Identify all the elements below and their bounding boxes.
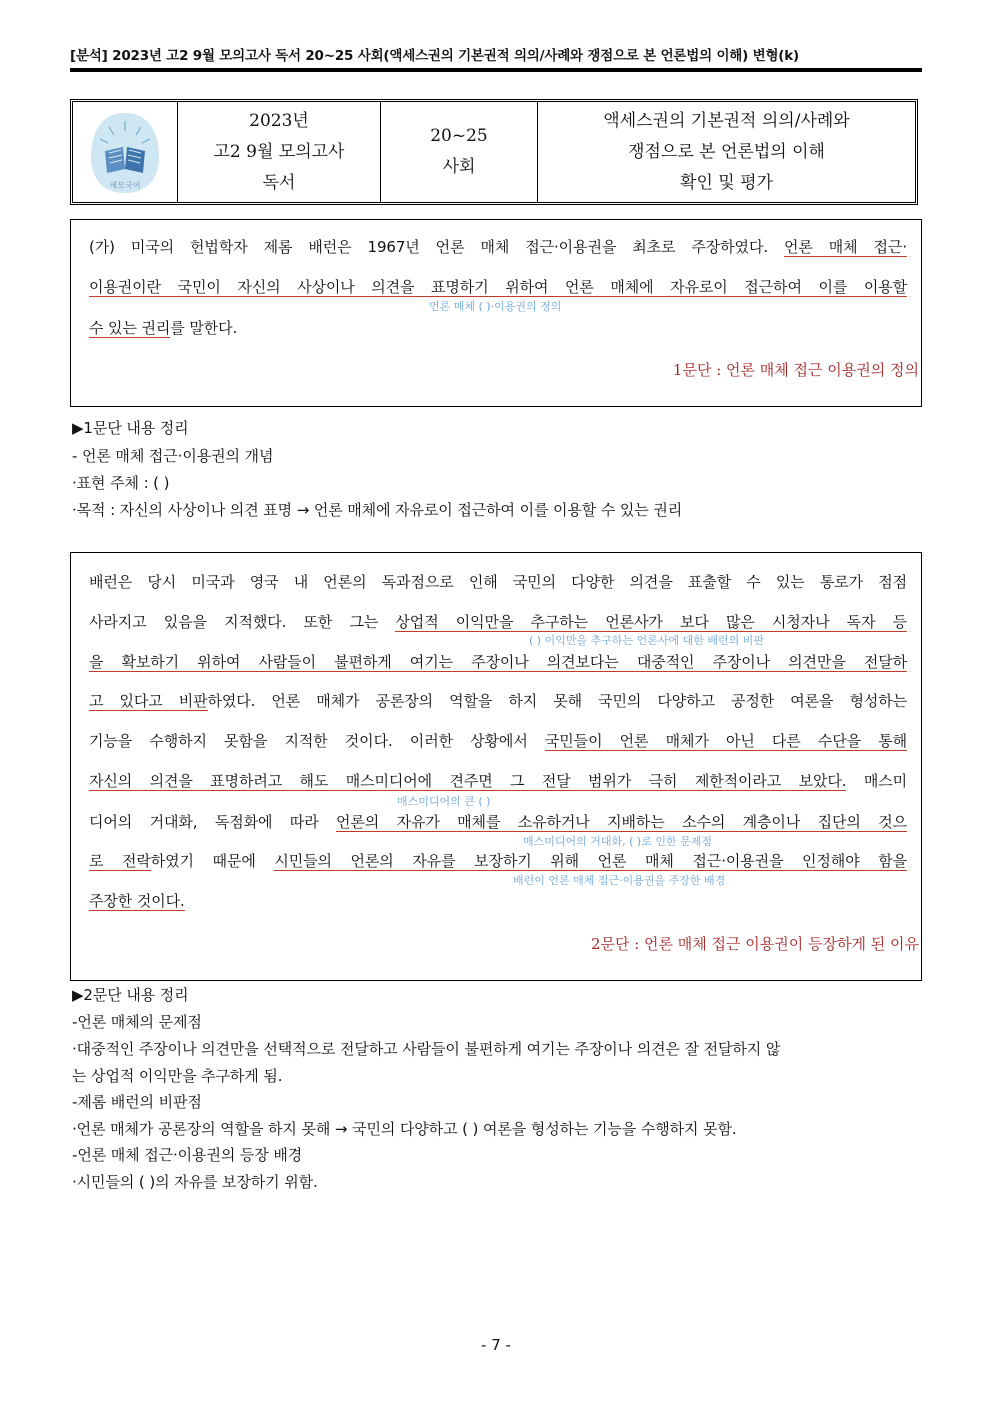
title-table	[70, 99, 918, 205]
topic-cell	[538, 102, 915, 202]
annotation-note: 매스미디어의 거대화, ( )로 인한 문제점	[523, 835, 712, 848]
summary1-item: - 언론 매체 접근·이용권의 개념	[72, 447, 274, 465]
passage2-line-8: 로 전락하였기 때문에 시민들의 언론의 자유를 보장하기 위해 언론 매체 접근·이용권을 인정해야 함을	[89, 852, 907, 870]
annotation-note: ( ) 이익만을 추구하는 언론사에 대한 배런의 비판	[529, 634, 764, 647]
summary1-item: ·목적 : 자신의 사상이나 의견 표명 → 언론 매체에 자유로이 접근하여 이를 이용할 수 있는 권리	[72, 501, 683, 519]
summary2-item: -언론 매체 접근·이용권의 등장 배경	[72, 1146, 303, 1164]
annotation-note: 배런이 언론 매체 접근·이용권을 주장한 배경	[513, 874, 726, 887]
summary2-item: -언론 매체의 문제점	[72, 1013, 202, 1031]
book-logo-icon	[87, 107, 163, 197]
summary2-item: ·대중적인 주장이나 의견만을 선택적으로 전달하고 사람들이 불편하게 여기는 주장이나 의견은 잘 전달하지 않	[72, 1040, 781, 1058]
passage2-line-7: 디어의 거대화, 독점화에 따라 언론의 자유가 매체를 소유하거나 지배하는 소수의 계층이나 집단의 것으	[89, 813, 907, 831]
logo-cell	[73, 102, 178, 202]
year-cell	[178, 102, 381, 202]
page-number: - 7 -	[481, 1336, 511, 1354]
summary2-item: ·시민들의 ( )의 자유를 보장하기 위함.	[72, 1173, 318, 1191]
annotation-note: 매스미디어의 큰 ( )	[397, 795, 491, 808]
passage-box-2	[70, 552, 922, 981]
passage1-line-2: 이용권이란 국민이 자신의 사상이나 의견을 표명하기 위하여 언론 매체에 자유로이 접근하여 이를 이용할	[89, 278, 907, 296]
exam-line: 고2 9월 모의고사	[213, 141, 345, 162]
passage2-line-3: 을 확보하기 위하여 사람들이 불편하게 여기는 주장이나 의견보다는 대중적인 주장이나 의견만을 전달하	[89, 653, 907, 671]
header-rule	[70, 68, 922, 72]
year-line: 2023년	[249, 110, 309, 131]
genre-label: 사회	[442, 157, 476, 177]
annotation-note: 언론 매체 ( )·이용권의 정의	[429, 300, 562, 313]
summary2-item: ·언론 매체가 공론장의 역할을 하지 못해 → 국민의 다양하고 ( ) 여론을 형성하는 기능을 수행하지 못함.	[72, 1120, 737, 1138]
summary1-item: ·표현 주체 : ( )	[72, 474, 170, 492]
summary2-item: 는 상업적 이익만을 추구하게 됨.	[72, 1067, 283, 1085]
passage2-line-4: 고 있다고 비판하였다. 언론 매체가 공론장의 역할을 하지 못해 국민의 다양하고 공정한 여론을 형성하는	[89, 692, 908, 710]
summary2-item: -제롬 배런의 비판점	[72, 1093, 202, 1111]
topic-line-3: 확인 및 평가	[680, 172, 773, 193]
question-range: 20~25	[430, 126, 488, 146]
subject-line: 독서	[262, 172, 296, 193]
summary2-heading: ▶2문단 내용 정리	[72, 986, 189, 1004]
topic-line-2: 쟁점으로 본 언론법의 이해	[628, 141, 825, 162]
summary1-heading: ▶1문단 내용 정리	[72, 419, 189, 437]
range-cell	[381, 102, 538, 202]
paragraph-2-summary: 2문단 : 언론 매체 접근 이용권이 등장하게 된 이유	[590, 935, 919, 953]
topic-line-1: 액세스권의 기본권적 의의/사례와	[603, 110, 850, 131]
passage1-line-1: (가) 미국의 헌법학자 제롬 배런은 1967년 언론 매체 접근·이용권을 최초로 주장하였다. 언론 매체 접근·	[89, 238, 907, 256]
page-header-title: [분석] 2023년 고2 9월 모의고사 독서 20~25 사회(액세스권의 기본권적 의의/사례와 쟁점으로 본 언론법의 이해) 변형(k)	[70, 48, 800, 64]
logo-tagline: 세모국어	[109, 181, 141, 190]
passage2-line-5: 기능을 수행하지 못함을 지적한 것이다. 이러한 상황에서 국민들이 언론 매체가 아닌 다른 수단을 통해	[89, 732, 908, 750]
passage2-line-6: 자신의 의견을 표명하려고 해도 매스미디어에 견주면 그 전달 범위가 극히 제한적이라고 보았다. 매스미	[89, 772, 908, 790]
passage-box-1	[70, 219, 922, 407]
paragraph-1-summary: 1문단 : 언론 매체 접근 이용권의 정의	[672, 361, 919, 379]
passage2-line-1: 배런은 당시 미국과 영국 내 언론의 독과점으로 인해 국민의 다양한 의견을 표출할 수 있는 통로가 점점	[89, 573, 908, 591]
passage2-line-2: 사라지고 있음을 지적했다. 또한 그는 상업적 이익만을 추구하는 언론사가 보다 많은 시청자나 독자 등	[89, 613, 907, 631]
passage1-line-3: 수 있는 권리를 말한다.	[89, 319, 238, 337]
passage2-line-9: 주장한 것이다.	[89, 892, 185, 910]
